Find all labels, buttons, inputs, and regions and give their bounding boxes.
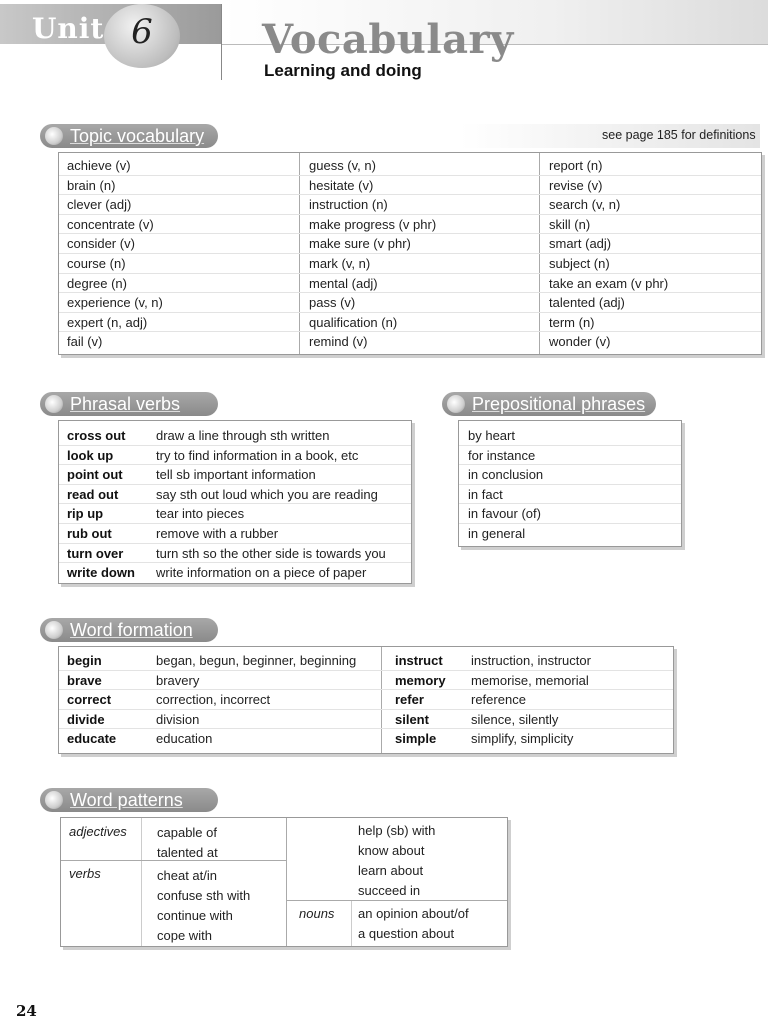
vocab-word: mental (adj) <box>309 275 378 291</box>
noun-pattern: a question about <box>358 926 455 941</box>
bullet-icon <box>447 395 465 413</box>
verb-pattern: cheat at/in <box>157 868 217 883</box>
header-divider <box>221 4 222 80</box>
page-subtitle: Learning and doing <box>264 61 422 80</box>
phrasal-verb: write down <box>67 565 135 581</box>
row-divider <box>59 543 411 544</box>
row-divider <box>59 331 761 332</box>
verbs-label: verbs <box>69 866 101 881</box>
bullet-icon <box>45 791 63 809</box>
derived-forms: simplify, simplicity <box>471 731 574 747</box>
vocab-word: achieve (v) <box>67 158 131 173</box>
vocab-word: revise (v) <box>549 177 603 193</box>
base-word: begin <box>67 653 102 668</box>
derived-forms: correction, incorrect <box>156 692 271 708</box>
verb-pattern: continue with <box>157 908 233 923</box>
verb-pattern: confuse sth with <box>157 888 251 903</box>
base-word: brave <box>67 672 102 688</box>
unit-number: 6 <box>131 12 153 52</box>
row-divider <box>459 464 681 465</box>
derived-forms: division <box>156 711 200 727</box>
definitions-note: see page 185 for definitions <box>602 128 756 142</box>
base-word: simple <box>395 731 437 747</box>
vocab-word: remind (v) <box>309 334 368 350</box>
vocab-word: term (n) <box>549 314 595 330</box>
unit-label: Unit <box>32 12 105 45</box>
phrasal-verb: read out <box>67 486 119 502</box>
vocab-word: smart (adj) <box>549 236 612 252</box>
vocab-word: consider (v) <box>67 236 135 252</box>
column-divider <box>351 900 352 946</box>
prepositional-phrase: in general <box>468 526 526 541</box>
row-divider <box>59 312 761 313</box>
phrasal-verb-meaning: try to find information in a book, etc <box>156 447 359 463</box>
row-divider <box>59 523 411 524</box>
row-divider <box>59 728 673 729</box>
base-word: memory <box>395 672 446 688</box>
noun-pattern: an opinion about/of <box>358 906 469 921</box>
phrasal-verb-meaning: tear into pieces <box>156 506 245 522</box>
row-divider <box>59 253 761 254</box>
vocab-word: instruction (n) <box>309 197 388 213</box>
bullet-icon <box>45 127 63 145</box>
vocab-word: experience (v, n) <box>67 295 163 311</box>
vocab-word: take an exam (v phr) <box>549 275 669 291</box>
row-divider <box>59 503 411 504</box>
phrasal-verb: cross out <box>67 428 126 443</box>
vocab-word: expert (n, adj) <box>67 314 148 330</box>
vocab-word: hesitate (v) <box>309 177 374 193</box>
phrasal-verb-meaning: remove with a rubber <box>156 526 279 541</box>
derived-forms: education <box>156 731 213 747</box>
section-heading-label: Prepositional phrases <box>472 394 646 414</box>
phrasal-verb: rip up <box>67 506 104 522</box>
derived-forms: memorise, memorial <box>471 672 589 688</box>
vocab-word: guess (v, n) <box>309 158 376 173</box>
derived-forms: instruction, instructor <box>471 653 591 668</box>
section-heading-label: Topic vocabulary <box>70 126 205 146</box>
vocab-word: clever (adj) <box>67 197 132 213</box>
vocab-word: report (n) <box>549 158 603 173</box>
phrasal-verb: turn over <box>67 545 124 561</box>
verb-pattern: learn about <box>358 863 424 878</box>
row-divider <box>59 175 761 176</box>
base-word: correct <box>67 692 112 708</box>
derived-forms: silence, silently <box>471 711 559 727</box>
verb-pattern: succeed in <box>358 883 421 898</box>
row-divider <box>59 484 411 485</box>
row-divider <box>59 273 761 274</box>
vocab-word: subject (n) <box>549 256 610 271</box>
adjective-pattern: capable of <box>157 825 217 840</box>
vocab-word: brain (n) <box>67 177 116 193</box>
base-word: divide <box>67 711 105 727</box>
vocab-word: course (n) <box>67 256 126 271</box>
row-divider <box>59 292 761 293</box>
base-word: educate <box>67 731 117 747</box>
row-divider <box>59 233 761 234</box>
section-heading-topic-vocabulary <box>40 124 218 148</box>
row-divider <box>59 464 411 465</box>
row-divider <box>59 562 411 563</box>
phrasal-verb-meaning: draw a line through sth written <box>156 428 330 443</box>
row-divider <box>59 214 761 215</box>
vocab-word: wonder (v) <box>549 334 611 350</box>
row-divider <box>59 709 673 710</box>
vocab-word: make sure (v phr) <box>309 236 411 252</box>
section-heading-label: Word formation <box>70 620 193 640</box>
vocab-word: make progress (v phr) <box>309 216 437 232</box>
prep-rows <box>459 423 681 546</box>
phrasal-verb-meaning: write information on a piece of paper <box>156 565 367 581</box>
base-word: refer <box>395 692 424 708</box>
section-heading-label: Word patterns <box>70 790 183 810</box>
word-formation-rows <box>59 651 673 751</box>
prepositional-phrases-table <box>458 420 682 547</box>
row-divider <box>459 503 681 504</box>
vocab-word: search (v, n) <box>549 197 621 213</box>
section-heading-word-patterns <box>40 788 218 812</box>
phrasal-verb-meaning: turn sth so the other side is towards you <box>156 545 386 561</box>
section-heading-label: Phrasal verbs <box>70 394 181 414</box>
section-heading-phrasal-verbs <box>40 392 218 416</box>
phrasal-verb: look up <box>67 447 114 463</box>
adjective-pattern: talented at <box>157 845 218 860</box>
section-heading-word-formation <box>40 618 218 642</box>
section-heading-prepositional-phrases <box>442 392 656 416</box>
phrasal-verb-meaning: tell sb important information <box>156 467 316 483</box>
vocab-word: mark (v, n) <box>309 256 371 271</box>
phrasal-rows <box>59 423 411 583</box>
row-divider <box>59 445 411 446</box>
prepositional-phrase: in conclusion <box>468 467 544 483</box>
derived-forms: began, begun, beginner, beginning <box>156 653 357 668</box>
row-divider <box>459 484 681 485</box>
verb-pattern: know about <box>358 843 425 858</box>
phrasal-verb-meaning: say sth out loud which you are reading <box>156 486 378 502</box>
verb-pattern: cope with <box>157 928 212 943</box>
word-formation-table <box>58 646 674 754</box>
word-patterns-table <box>60 817 508 947</box>
phrasal-verb: rub out <box>67 526 112 541</box>
row-divider <box>459 445 681 446</box>
nouns-label: nouns <box>299 906 335 921</box>
derived-forms: reference <box>471 692 526 708</box>
prepositional-phrase: in favour (of) <box>468 506 541 522</box>
vocab-word: pass (v) <box>309 295 356 311</box>
page-number: 24 <box>16 1002 37 1020</box>
bullet-icon <box>45 395 63 413</box>
row-divider <box>59 194 761 195</box>
prepositional-phrase: by heart <box>468 428 515 443</box>
column-divider <box>141 818 142 946</box>
phrasal-verbs-table <box>58 420 412 584</box>
prepositional-phrase: for instance <box>468 447 536 463</box>
phrasal-verb: point out <box>67 467 123 483</box>
row-divider <box>459 523 681 524</box>
vocab-word: talented (adj) <box>549 295 625 311</box>
prepositional-phrase: in fact <box>468 486 503 502</box>
derived-forms: bravery <box>156 672 200 688</box>
base-word: instruct <box>395 653 443 668</box>
topic-vocabulary-table <box>58 152 762 355</box>
topic-rows <box>59 153 761 354</box>
bullet-icon <box>45 621 63 639</box>
column-divider <box>286 818 287 946</box>
vocab-word: skill (n) <box>549 216 591 232</box>
vocab-word: degree (n) <box>67 275 127 291</box>
vocab-word: concentrate (v) <box>67 216 154 232</box>
vocab-word: qualification (n) <box>309 314 398 330</box>
adjectives-label: adjectives <box>69 824 127 839</box>
verb-pattern: help (sb) with <box>358 823 436 838</box>
base-word: silent <box>395 711 429 727</box>
page-title: Vocabulary <box>262 16 514 63</box>
vocab-word: fail (v) <box>67 334 103 350</box>
